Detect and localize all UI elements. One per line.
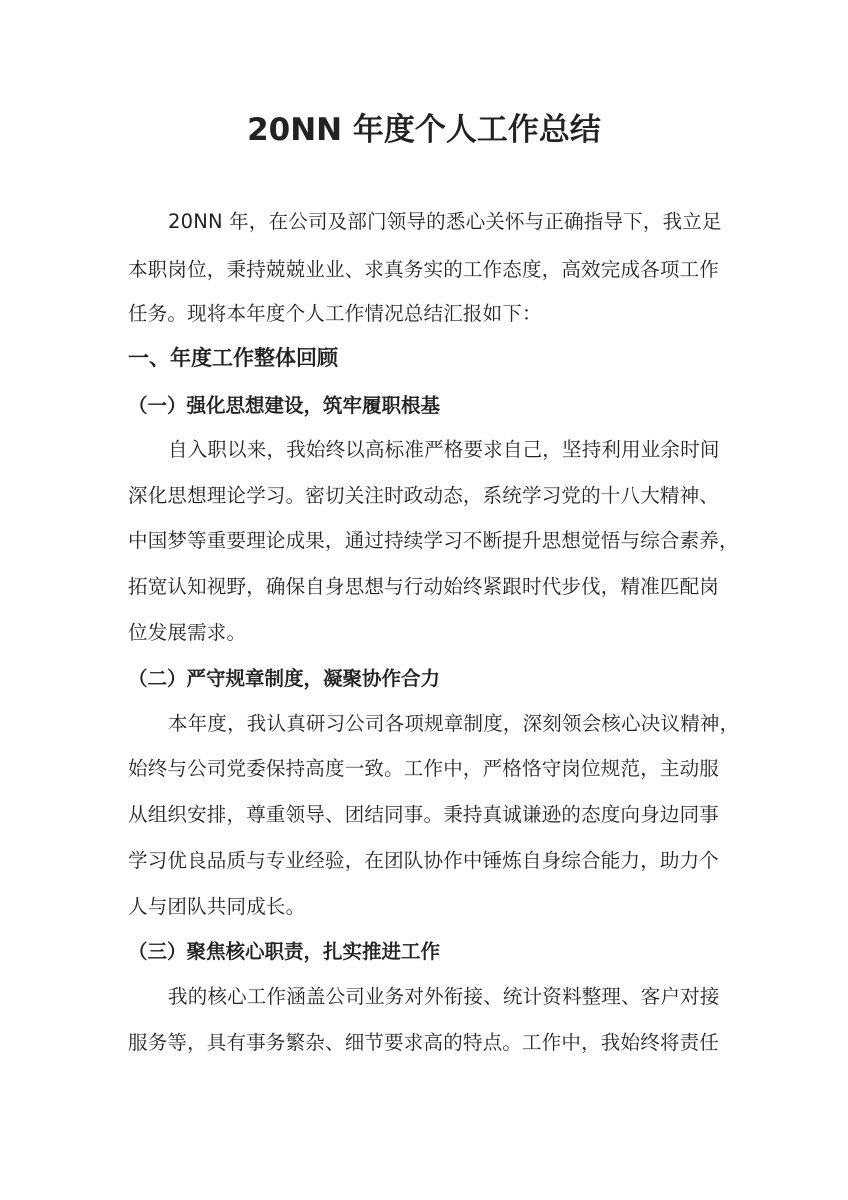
subsection-2-line-3: 从组织安排，尊重领导、团结同事。秉持真诚谦逊的态度向身边同事 <box>128 803 720 826</box>
subsection-heading-2: （二）严守规章制度，凝聚协作合力 <box>128 667 441 690</box>
subsection-1-line-1: 自入职以来，我始终以高标准严格要求自己，坚持利用业余时间 <box>168 438 720 461</box>
subsection-3-line-2: 服务等，具有事务繁杂、细节要求高的特点。工作中，我始终将责任 <box>128 1031 720 1054</box>
subsection-2-line-2: 始终与公司党委保持高度一致。工作中，严格恪守岗位规范，主动服 <box>128 757 720 780</box>
subsection-2-line-5: 人与团队共同成长。 <box>128 895 306 918</box>
section-heading-1: 一、年度工作整体回顾 <box>128 346 338 370</box>
subsection-2-line-1: 本年度，我认真研习公司各项规章制度，深刻领会核心决议精神， <box>168 712 740 735</box>
intro-line-1: 20NN 年，在公司及部门领导的悉心关怀与正确指导下，我立足 <box>168 210 722 233</box>
intro-line-2: 本职岗位，秉持兢兢业业、求真务实的工作态度，高效完成各项工作 <box>128 258 720 281</box>
subsection-2-line-4: 学习优良品质与专业经验，在团队协作中锤炼自身综合能力，助力个 <box>128 849 720 872</box>
subsection-1-line-3: 中国梦等重要理论成果，通过持续学习不断提升思想觉悟与综合素养， <box>128 529 739 552</box>
subsection-1-line-4: 拓宽认知视野，确保自身思想与行动始终紧跟时代步伐，精准匹配岗 <box>128 575 720 598</box>
intro-line-3: 任务。现将本年度个人工作情况总结汇报如下： <box>128 302 542 325</box>
subsection-3-line-1: 我的核心工作涵盖公司业务对外衔接、统计资料整理、客户对接 <box>168 985 720 1008</box>
subsection-1-line-5: 位发展需求。 <box>128 621 247 644</box>
subsection-heading-1: （一）强化思想建设，筑牢履职根基 <box>128 394 441 417</box>
subsection-heading-3: （三）聚焦核心职责，扎实推进工作 <box>128 940 441 963</box>
document-title: 20NN 年度个人工作总结 <box>247 112 601 148</box>
subsection-1-line-2: 深化思想理论学习。密切关注时政动态，系统学习党的十八大精神、 <box>128 484 720 507</box>
